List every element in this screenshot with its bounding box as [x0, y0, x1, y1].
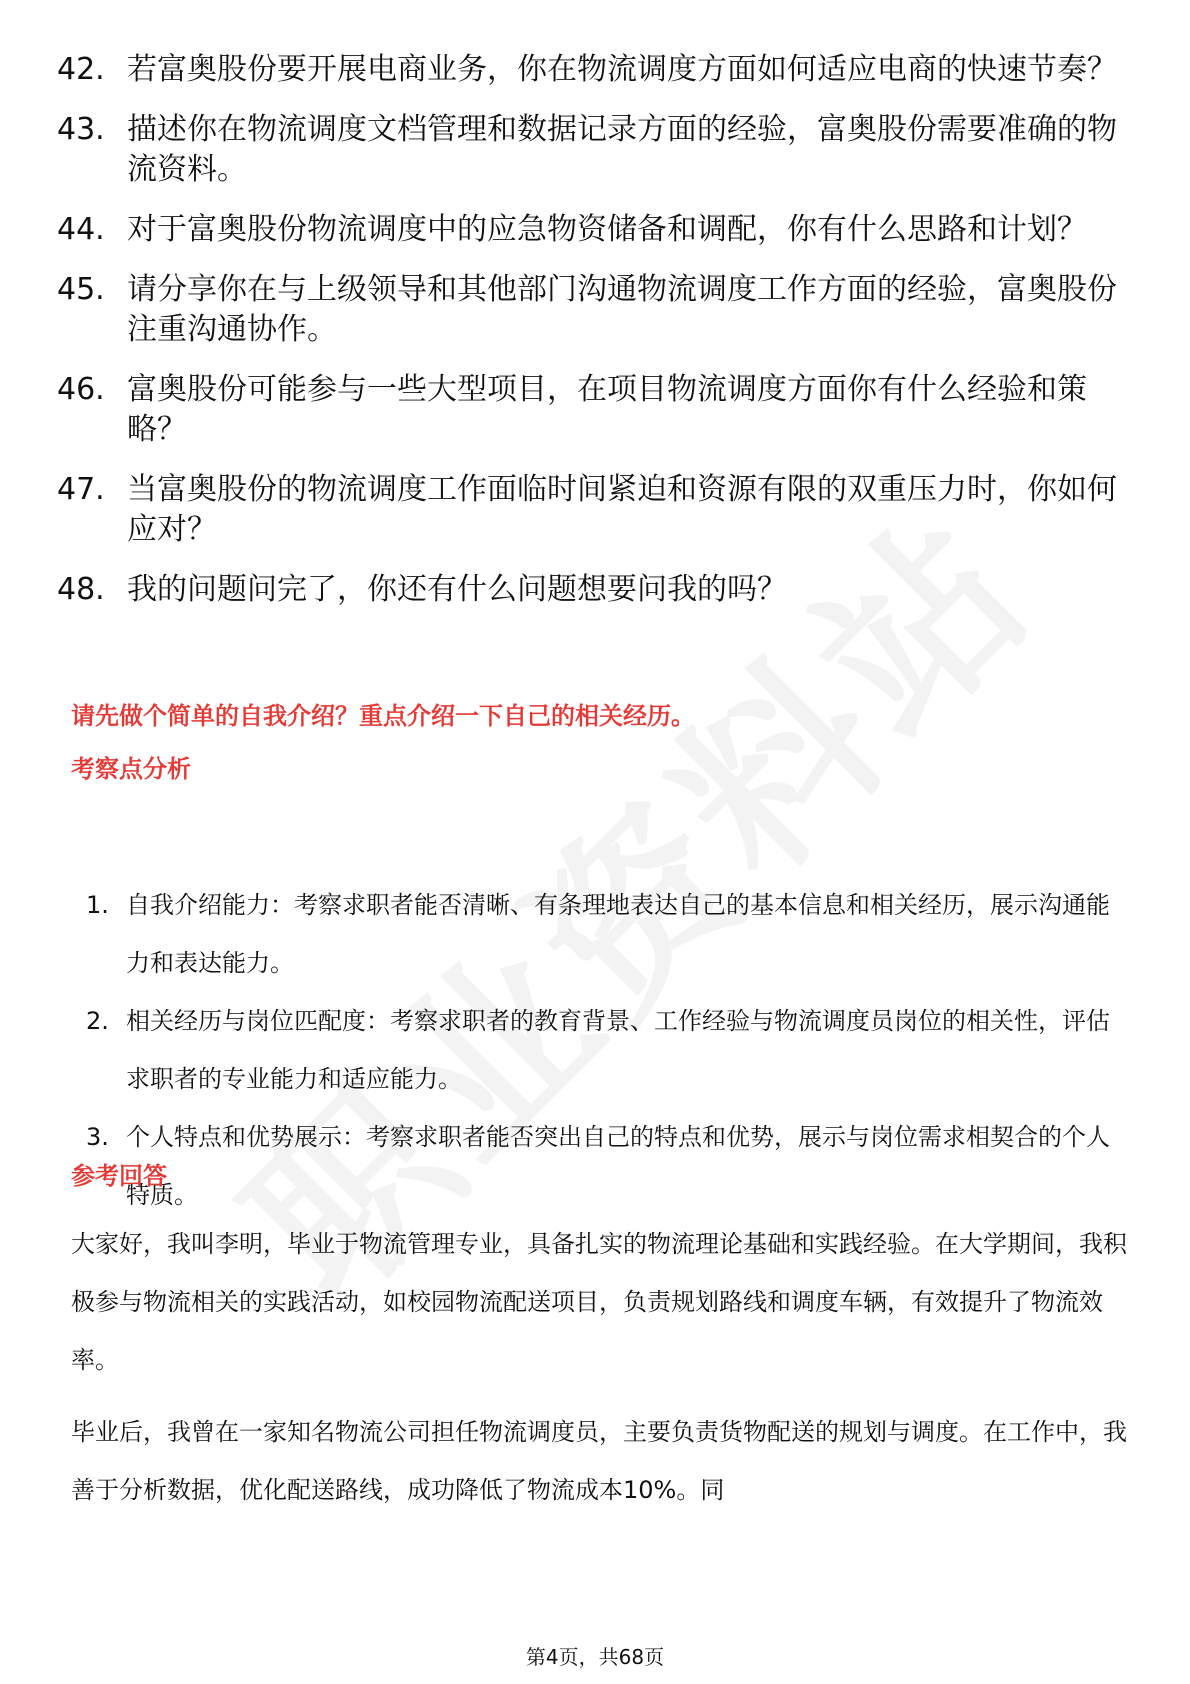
question-heading: 请先做个简单的自我介绍？重点介绍一下自己的相关经历。 — [71, 702, 695, 730]
question-number: 44. — [57, 212, 105, 247]
question-number: 46. — [57, 372, 105, 407]
analysis-list — [80, 876, 1130, 1224]
question-number: 48. — [57, 572, 105, 607]
question-number: 43. — [57, 112, 105, 147]
analysis-item — [80, 876, 1130, 992]
question-text: 若富奥股份要开展电商业务，你在物流调度方面如何适应电商的快速节奏？ — [127, 52, 1117, 87]
question-text: 富奥股份可能参与一些大型项目，在项目物流调度方面你有什么经验和策略？ — [127, 372, 1087, 447]
analysis-heading: 考察点分析 — [71, 755, 191, 783]
answer-paragraph: 毕业后，我曾在一家知名物流公司担任物流调度员，主要负责货物配送的规划与调度。在工作中，我善于分析数据，优化配送路线，成功降低了物流成本10%。同 — [71, 1418, 1127, 1504]
question-text: 描述你在物流调度文档管理和数据记录方面的经验，富奥股份需要准确的物流资料。 — [127, 112, 1117, 187]
page-footer: 第4页，共68页 — [525, 1645, 665, 1669]
analysis-number: 1. — [86, 891, 109, 919]
question-number: 42. — [57, 52, 105, 87]
analysis-item — [80, 992, 1130, 1108]
question-item — [57, 570, 1137, 610]
answer-paragraph: 大家好，我叫李明，毕业于物流管理专业，具备扎实的物流理论基础和实践经验。在大学期间，我积极参与物流相关的实践活动，如校园物流配送项目，负责规划路线和调度车辆，有效提升了物流效率。 — [71, 1230, 1127, 1374]
question-text: 对于富奥股份物流调度中的应急物资储备和调配，你有什么思路和计划？ — [127, 212, 1087, 247]
question-list — [57, 50, 1137, 630]
question-item — [57, 50, 1137, 90]
question-text: 请分享你在与上级领导和其他部门沟通物流调度工作方面的经验，富奥股份注重沟通协作。 — [127, 272, 1117, 347]
question-item — [57, 210, 1137, 250]
question-item — [57, 270, 1137, 350]
question-item — [57, 110, 1137, 190]
analysis-item — [80, 1108, 1130, 1224]
question-text: 当富奥股份的物流调度工作面临时间紧迫和资源有限的双重压力时，你如何应对？ — [127, 472, 1117, 547]
question-number: 45. — [57, 272, 105, 307]
question-item — [57, 470, 1137, 550]
question-item — [57, 370, 1137, 450]
analysis-text: 相关经历与岗位匹配度：考察求职者的教育背景、工作经验与物流调度员岗位的相关性，评估求职者的专业能力和适应能力。 — [126, 1007, 1110, 1093]
analysis-number: 3. — [86, 1123, 109, 1151]
question-text: 我的问题问完了，你还有什么问题想要问我的吗？ — [127, 572, 787, 607]
question-number: 47. — [57, 472, 105, 507]
answer-heading: 参考回答 — [71, 1162, 167, 1190]
analysis-number: 2. — [86, 1007, 109, 1035]
analysis-text: 个人特点和优势展示：考察求职者能否突出自己的特点和优势，展示与岗位需求相契合的个人特质。 — [126, 1123, 1110, 1209]
analysis-text: 自我介绍能力：考察求职者能否清晰、有条理地表达自己的基本信息和相关经历，展示沟通能力和表达能力。 — [126, 891, 1110, 977]
